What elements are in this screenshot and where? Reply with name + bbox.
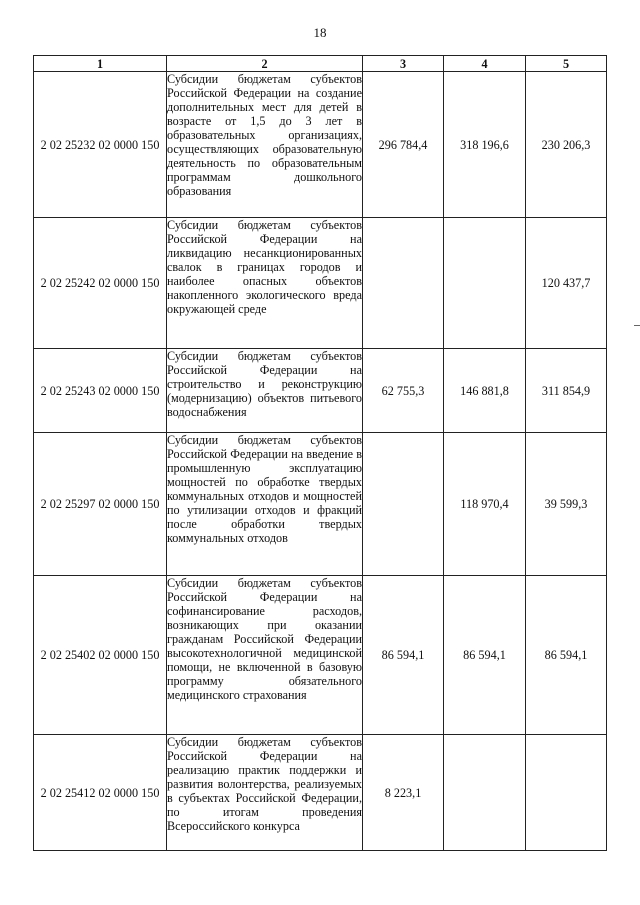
budget-table (33, 55, 607, 851)
value-col-3: 86 594,1 (363, 576, 444, 735)
budget-code: 2 02 25412 02 0000 150 (34, 735, 167, 851)
header-col-5: 5 (526, 56, 607, 72)
value-col-4 (444, 735, 526, 851)
budget-code: 2 02 25297 02 0000 150 (34, 433, 167, 576)
value-col-3: 62 755,3 (363, 349, 444, 433)
value-col-5: 120 437,7 (526, 218, 607, 349)
value-col-3 (363, 433, 444, 576)
table-row (34, 72, 607, 218)
value-col-4: 86 594,1 (444, 576, 526, 735)
budget-code: 2 02 25232 02 0000 150 (34, 72, 167, 218)
table-row (34, 433, 607, 576)
page-number: 18 (313, 25, 327, 40)
header-col-4: 4 (444, 56, 526, 72)
value-col-3: 8 223,1 (363, 735, 444, 851)
row-description: Субсидии бюджетам субъектов Российской Федерации на введение в промышленную эксплуатацию мощностей по обработке твердых коммунальных отходов и мощностей по утилизации отходов и фракций после обработки твердых коммунальных отходов (167, 433, 362, 545)
budget-code: 2 02 25242 02 0000 150 (34, 218, 167, 349)
value-col-5: 39 599,3 (526, 433, 607, 576)
row-description: Субсидии бюджетам субъектов Российской Федерации на строительство и реконструкцию (модернизацию) объектов питьевого водоснабжения (167, 349, 362, 419)
value-col-5: 230 206,3 (526, 72, 607, 218)
header-col-3: 3 (363, 56, 444, 72)
row-description: Субсидии бюджетам субъектов Российской Федерации на ликвидацию несанкционированных свалок в границах городов и наиболее опасных объектов накопленного экологического вреда окружающей среде (167, 218, 362, 316)
value-col-3: 296 784,4 (363, 72, 444, 218)
row-description: Субсидии бюджетам субъектов Российской Федерации на реализацию практик поддержки и развития волонтерства, реализуемых в субъектах Российской Федерации, по итогам проведения Всероссийского конкурса (167, 735, 362, 833)
scan-margin-mark (634, 325, 640, 326)
budget-code: 2 02 25243 02 0000 150 (34, 349, 167, 433)
header-col-1: 1 (34, 56, 167, 72)
value-col-4 (444, 218, 526, 349)
table-row (34, 576, 607, 735)
budget-code: 2 02 25402 02 0000 150 (34, 576, 167, 735)
header-col-2: 2 (167, 56, 363, 72)
value-col-5: 86 594,1 (526, 576, 607, 735)
value-col-5 (526, 735, 607, 851)
table-row (34, 735, 607, 851)
table-row (34, 349, 607, 433)
value-col-4: 318 196,6 (444, 72, 526, 218)
row-description: Субсидии бюджетам субъектов Российской Федерации на софинансирование расходов, возникающих при оказании гражданам Российской Федерации высокотехнологичной медицинской помощи, не включенной в базовую программу обязательного медицинского страхования (167, 576, 362, 702)
table-row (34, 218, 607, 349)
value-col-5: 311 854,9 (526, 349, 607, 433)
row-description: Субсидии бюджетам субъектов Российской Федерации на создание дополнительных мест для детей в возрасте от 1,5 до 3 лет в образовательных организациях, осуществляющих образовательную деятельность по образовательным программам дошкольного образования (167, 72, 362, 198)
value-col-4: 118 970,4 (444, 433, 526, 576)
value-col-3 (363, 218, 444, 349)
header-row (34, 56, 607, 72)
value-col-4: 146 881,8 (444, 349, 526, 433)
